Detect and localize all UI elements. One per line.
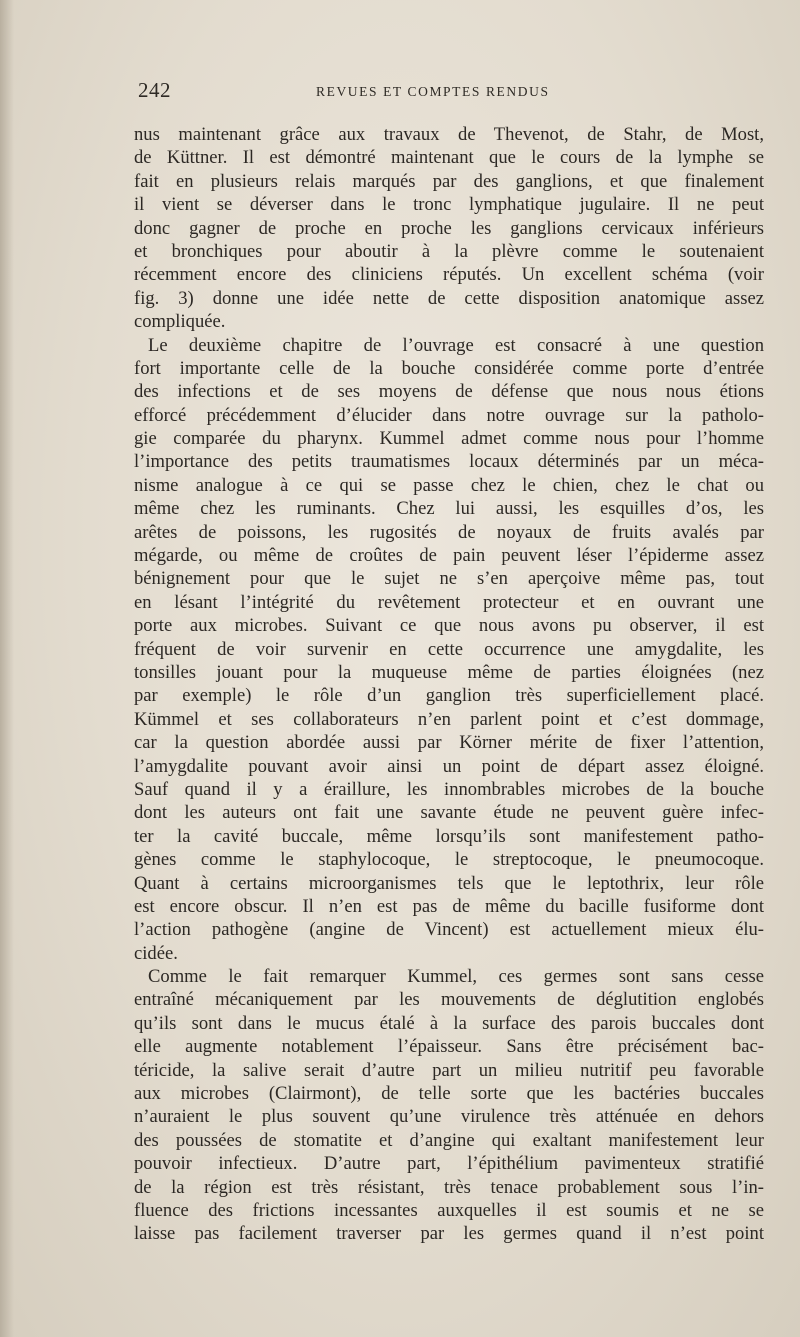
text-line: fig. 3) donne une idée nette de cette disposition anatomique assez bbox=[134, 287, 764, 309]
text-line: est encore obscur. Il n’en est pas de même du bacille fusiforme dont bbox=[134, 895, 764, 917]
text-line: de la région est très résistant, très tenace probablement sous l’in- bbox=[134, 1176, 764, 1198]
text-line: gie comparée du pharynx. Kummel admet comme nous pour l’homme bbox=[134, 428, 764, 450]
text-line: efforcé précédemment d’élucider dans notre ouvrage sur la patholo- bbox=[134, 404, 764, 426]
text-line: dont les auteurs ont fait une savante étude ne peuvent guère infec- bbox=[134, 802, 764, 824]
text-line: car la question abordée aussi par Körner mérite de fixer l’attention, bbox=[134, 732, 764, 754]
text-line: fait en plusieurs relais marqués par des ganglions, et que finalement bbox=[134, 170, 764, 192]
text-line: téricide, la salive serait d’autre part un milieu nutritif peu favorable bbox=[134, 1059, 764, 1081]
text-line: l’amygdalite pouvant avoir ainsi un point de départ assez éloigné. bbox=[134, 755, 764, 777]
text-line: des poussées de stomatite et d’angine qui exaltant manifestement leur bbox=[134, 1129, 764, 1151]
text-line: en lésant l’intégrité du revêtement protecteur et en ouvrant une bbox=[134, 591, 764, 613]
text-line: elle augmente notablement l’épaisseur. Sans être précisément bac- bbox=[134, 1036, 764, 1058]
text-line: des infections et de ses moyens de défense que nous nous étions bbox=[134, 381, 764, 403]
page-gutter-shadow bbox=[0, 0, 14, 1337]
text-line: fréquent de voir survenir en cette occurrence une amygdalite, les bbox=[134, 638, 764, 660]
text-line: nisme analogue à ce qui se passe chez le chien, chez le chat ou bbox=[134, 474, 764, 496]
text-line: par exemple) le rôle d’un ganglion très superficiellement placé. bbox=[134, 685, 764, 707]
text-line: Kümmel et ses collaborateurs n’en parlent point et c’est dommage, bbox=[134, 708, 764, 730]
text-line: Comme le fait remarquer Kummel, ces germes sont sans cesse bbox=[148, 966, 764, 988]
text-line: Quant à certains microorganismes tels que le leptothrix, leur rôle bbox=[134, 872, 764, 894]
page-number: 242 bbox=[138, 78, 171, 102]
text-line: récemment encore des cliniciens réputés. Un excellent schéma (voir bbox=[134, 264, 764, 286]
text-line: laisse pas facilement traverser par les germes quand il n’est point bbox=[134, 1223, 764, 1245]
text-line: aux microbes (Clairmont), de telle sorte que les bactéries buccales bbox=[134, 1083, 764, 1105]
page-header bbox=[138, 78, 758, 106]
text-line: l’importance des petits traumatismes locaux déterminés par un méca- bbox=[134, 451, 764, 473]
text-line: compliquée. bbox=[134, 311, 226, 333]
text-line: Sauf quand il y a éraillure, les innombrables microbes de la bouche bbox=[134, 778, 764, 800]
text-line: tonsilles jouant pour la muqueuse même de parties éloignées (nez bbox=[134, 661, 764, 683]
text-line: entraîné mécaniquement par les mouvements de déglutition englobés bbox=[134, 989, 764, 1011]
text-line: il vient se déverser dans le tronc lymphatique jugulaire. Il ne peut bbox=[134, 194, 764, 216]
text-line: de Küttner. Il est démontré maintenant que le cours de la lymphe se bbox=[134, 147, 764, 169]
text-line: donc gagner de proche en proche les ganglions cervicaux inférieurs bbox=[134, 217, 764, 239]
text-line: mégarde, ou même de croûtes de pain peuvent léser l’épiderme assez bbox=[134, 545, 764, 567]
text-line: arêtes de poissons, les rugosités de noyaux de fruits avalés par bbox=[134, 521, 764, 543]
text-line: porte aux microbes. Suivant ce que nous avons pu observer, il est bbox=[134, 615, 764, 637]
text-line: l’action pathogène (angine de Vincent) est actuellement mieux élu- bbox=[134, 919, 764, 941]
text-line: qu’ils sont dans le mucus étalé à la surface des parois buccales dont bbox=[134, 1012, 764, 1034]
text-line: fluence des frictions incessantes auxquelles il est soumis et ne se bbox=[134, 1199, 764, 1221]
text-line: pouvoir infectieux. D’autre part, l’épithélium pavimenteux stratifié bbox=[134, 1153, 764, 1175]
text-line: nus maintenant grâce aux travaux de Thevenot, de Stahr, de Most, bbox=[134, 124, 764, 145]
text-line: et bronchiques pour aboutir à la plèvre comme le soutenaient bbox=[134, 240, 764, 262]
text-line: cidée. bbox=[134, 942, 178, 964]
running-title: REVUES ET COMPTES RENDUS bbox=[316, 84, 550, 99]
text-line: bénignement pour que le sujet ne s’en aperçoive même pas, tout bbox=[134, 568, 764, 590]
text-line: fort importante celle de la bouche considérée comme porte d’entrée bbox=[134, 357, 764, 379]
text-line: gènes comme le staphylocoque, le streptocoque, le pneumocoque. bbox=[134, 849, 764, 871]
text-line: Le deuxième chapitre de l’ouvrage est consacré à une question bbox=[148, 334, 764, 356]
text-line: même chez les ruminants. Chez lui aussi, les esquilles d’os, les bbox=[134, 498, 764, 520]
text-line: ter la cavité buccale, même lorsqu’ils sont manifestement patho- bbox=[134, 825, 764, 847]
body-text bbox=[134, 123, 764, 1246]
text-line: n’auraient le plus souvent qu’une virulence très atténuée en dehors bbox=[134, 1106, 764, 1128]
